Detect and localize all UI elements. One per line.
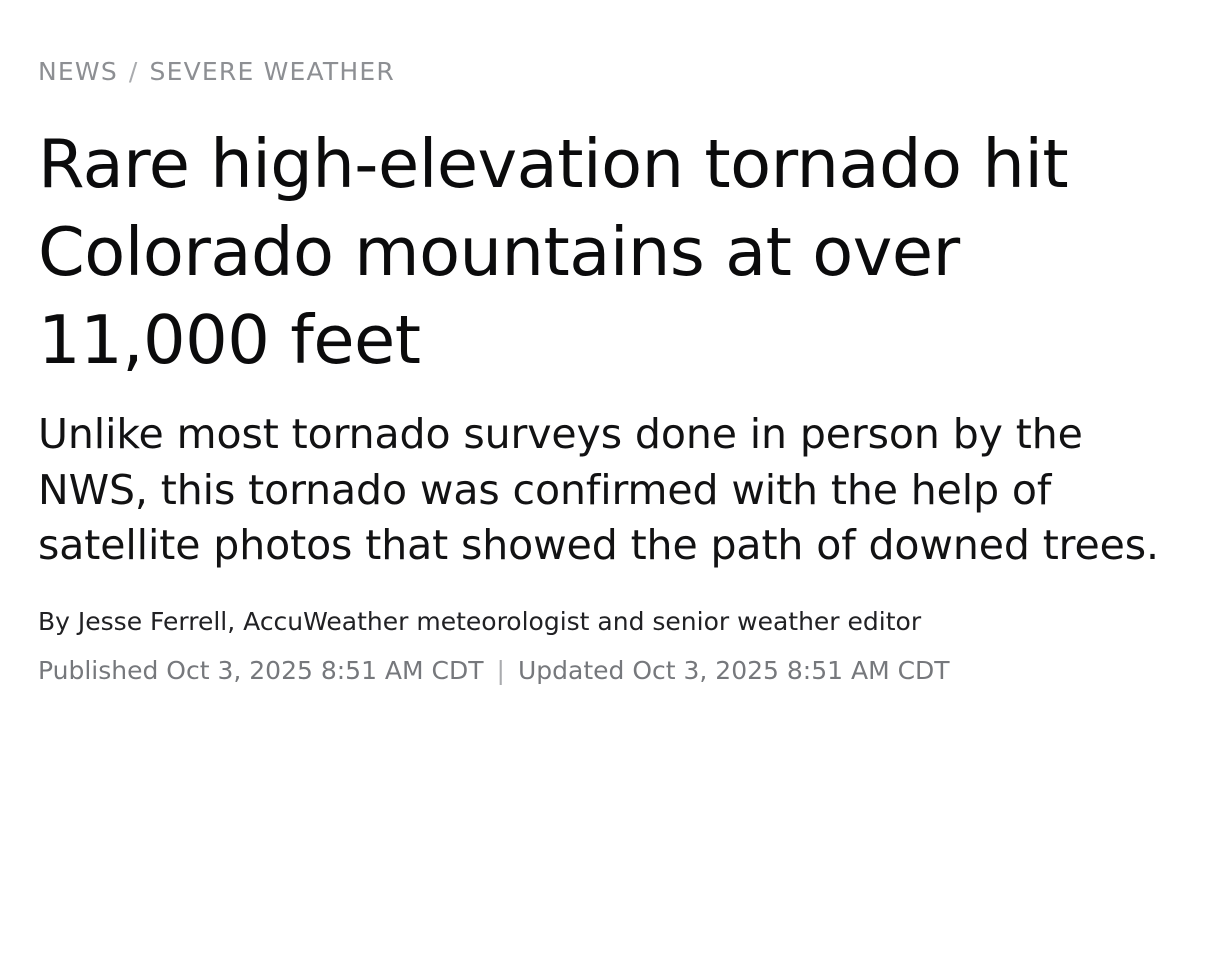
article-deck: Unlike most tornado surveys done in person by the NWS, this tornado was confirmed with the help of satellite photos that showed the path of downed trees. (38, 409, 1159, 570)
breadcrumb-item-news[interactable]: NEWS (38, 57, 118, 86)
dateline (38, 653, 1166, 688)
byline: By Jesse Ferrell, AccuWeather meteorologist and senior weather editor (38, 607, 922, 637)
published-date: Published Oct 3, 2025 8:51 AM CDT (38, 656, 484, 686)
dateline-divider: | (496, 656, 505, 686)
breadcrumb-separator: / (128, 57, 139, 86)
breadcrumb-item-severe-weather[interactable]: SEVERE WEATHER (149, 57, 395, 86)
updated-date: Updated Oct 3, 2025 8:51 AM CDT (517, 656, 950, 686)
page-title: Rare high-elevation tornado hit Colorado mountains at over 11,000 feet (38, 124, 1069, 380)
breadcrumb (38, 58, 1166, 86)
